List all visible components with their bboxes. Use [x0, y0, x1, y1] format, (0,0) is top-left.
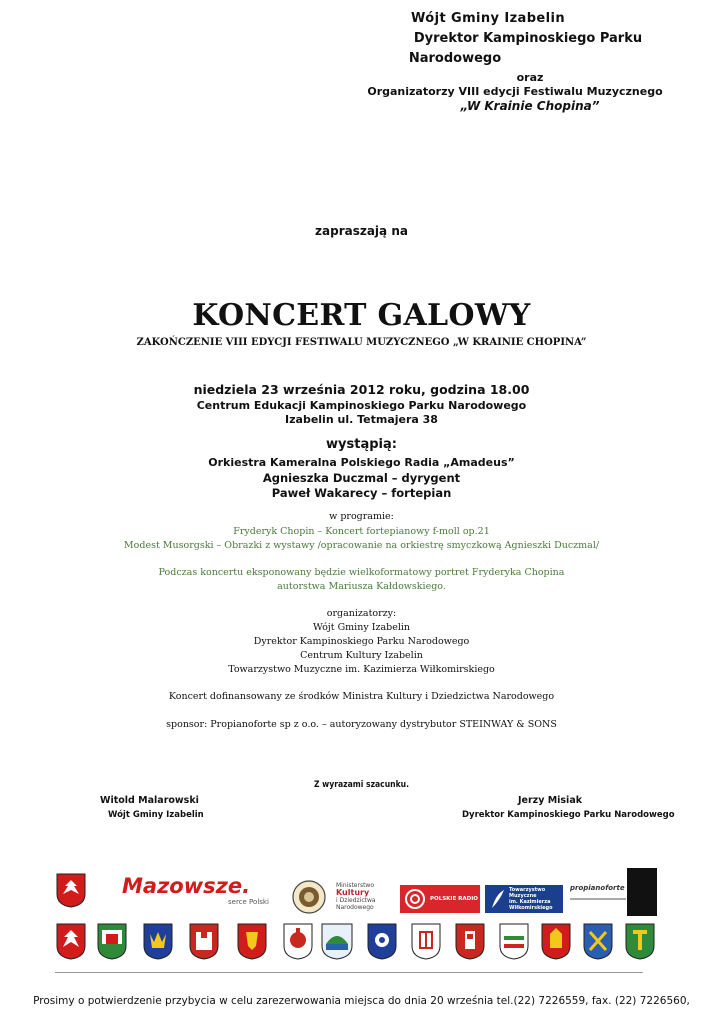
program-heading: w programie: — [329, 511, 394, 522]
header-line-6: „W Krainie Chopina” — [460, 99, 600, 113]
header-line-4: oraz — [516, 71, 544, 84]
footer-divider — [55, 972, 643, 973]
header-line-1: Wójt Gminy Izabelin — [411, 11, 565, 26]
tm-wilkomirski-logo — [485, 885, 563, 913]
performer-item: Paweł Wakarecy – fortepian — [271, 486, 452, 500]
propianoforte-wordmark: propianoforte — [570, 884, 625, 892]
performer-item: Orkiestra Kameralna Polskiego Radia „Amadeus” — [208, 456, 515, 469]
event-address: Izabelin ul. Tetmajera 38 — [285, 413, 438, 426]
signatory-left-name: Witold Malarowski — [100, 795, 199, 806]
signatory-right-name: Jerzy Misiak — [518, 795, 583, 806]
ministry-line-3: i Dziedzictwa — [336, 897, 376, 904]
program-item: Fryderyk Chopin – Koncert fortepianowy f-moll op.21 — [233, 526, 490, 537]
steinway-block-logo — [627, 868, 657, 916]
organizer-item: Dyrektor Kampinoskiego Parku Narodowego — [253, 636, 470, 647]
crest-9-icon — [410, 922, 442, 960]
organizers-heading: organizatorzy: — [326, 608, 397, 619]
tm-line-1: Towarzystwo — [509, 887, 546, 893]
header-line-3: Narodowego — [408, 51, 502, 66]
crest-14-icon — [624, 922, 656, 960]
radio-icon — [404, 888, 426, 910]
mazowsze-logo — [122, 874, 287, 906]
crest-6-icon — [282, 922, 314, 960]
mazowsze-tagline: serce Polski — [228, 898, 269, 906]
ministry-line-4: Narodowego — [336, 904, 374, 911]
crest-7-icon — [320, 922, 354, 960]
mazowsze-crest-logo — [55, 872, 87, 908]
event-datetime: niedziela 23 września 2012 roku, godzina 18.00 — [193, 382, 530, 397]
performers-heading: wystąpią: — [326, 437, 397, 452]
radio-label: POLSKIE RADIO — [430, 896, 478, 902]
crest-11-icon — [498, 922, 530, 960]
performer-item: Agnieszka Duczmal – dyrygent — [262, 471, 461, 485]
organizer-item: Centrum Kultury Izabelin — [300, 650, 423, 661]
program-item: Modest Musorgski – Obrazki z wystawy /opracowanie na orkiestrę smyczkową Agnieszki Duczmal/ — [123, 540, 600, 551]
organizer-item: Wójt Gminy Izabelin — [312, 622, 411, 633]
crest-4-icon — [188, 922, 220, 960]
exhibition-line: autorstwa Mariusza Kałdowskiego. — [277, 581, 446, 592]
sponsor-note: sponsor: Propianoforte sp z o.o. – autoryzowany dystrybutor STEINWAY & SONS — [166, 719, 557, 730]
crest-3-icon — [142, 922, 174, 960]
crest-8-icon — [366, 922, 398, 960]
propianoforte-logo — [570, 884, 626, 900]
organizer-item: Towarzystwo Muzyczne im. Kazimierza Wiłkomirskiego — [228, 664, 495, 675]
ministry-line-2: Kultury — [336, 888, 370, 897]
header-line-5: Organizatorzy VIII edycji Festiwalu Muzycznego — [367, 85, 663, 98]
ministry-line-1: Ministerstwo — [336, 882, 375, 889]
quill-icon — [488, 888, 506, 910]
funding-note: Koncert dofinansowany ze środków Ministra Kultury i Dziedzictwa Narodowego — [168, 691, 555, 702]
crest-1-icon — [55, 922, 87, 960]
event-venue: Centrum Edukacji Kampinoskiego Parku Narodowego — [196, 399, 527, 412]
crest-12-icon — [540, 922, 572, 960]
crest-10-icon — [454, 922, 486, 960]
crest-2-icon — [96, 922, 128, 960]
regards-text: Z wyrazami szacunku. — [313, 780, 410, 790]
kpn-seal-logo — [292, 880, 326, 914]
tm-line-4: Wiłkomirskiego — [509, 905, 553, 911]
exhibition-line: Podczas koncertu eksponowany będzie wielkoformatowy portret Fryderyka Chopina — [158, 567, 565, 578]
signatory-left-title: Wójt Gminy Izabelin — [108, 810, 204, 820]
mazowsze-wordmark: Mazowsze. — [122, 874, 251, 898]
invite-text: zapraszają na — [315, 224, 408, 238]
ministry-logo — [336, 882, 396, 911]
footer-rsvp: Prosimy o potwierdzenie przybycia w celu zarezerwowania miejsca do dnia 20 września tel.(22) 7226559, fax. (22) 7226560, — [33, 995, 690, 1007]
concert-subtitle: ZAKOŃCZENIE VIII EDYCJI FESTIWALU MUZYCZNEGO „W KRAINIE CHOPINA” — [136, 337, 587, 348]
crest-13-icon — [582, 922, 614, 960]
tm-line-2: Muzyczne — [509, 893, 537, 899]
polskie-radio-logo — [400, 885, 480, 913]
concert-title: KONCERT GALOWY — [192, 298, 531, 333]
tm-line-3: im. Kazimierza — [509, 899, 551, 905]
header-line-2: Dyrektor Kampinoskiego Parku — [413, 31, 643, 46]
signatory-right-title: Dyrektor Kampinoskiego Parku Narodowego — [462, 810, 675, 820]
propianoforte-divider — [570, 898, 626, 900]
crest-5-icon — [236, 922, 268, 960]
